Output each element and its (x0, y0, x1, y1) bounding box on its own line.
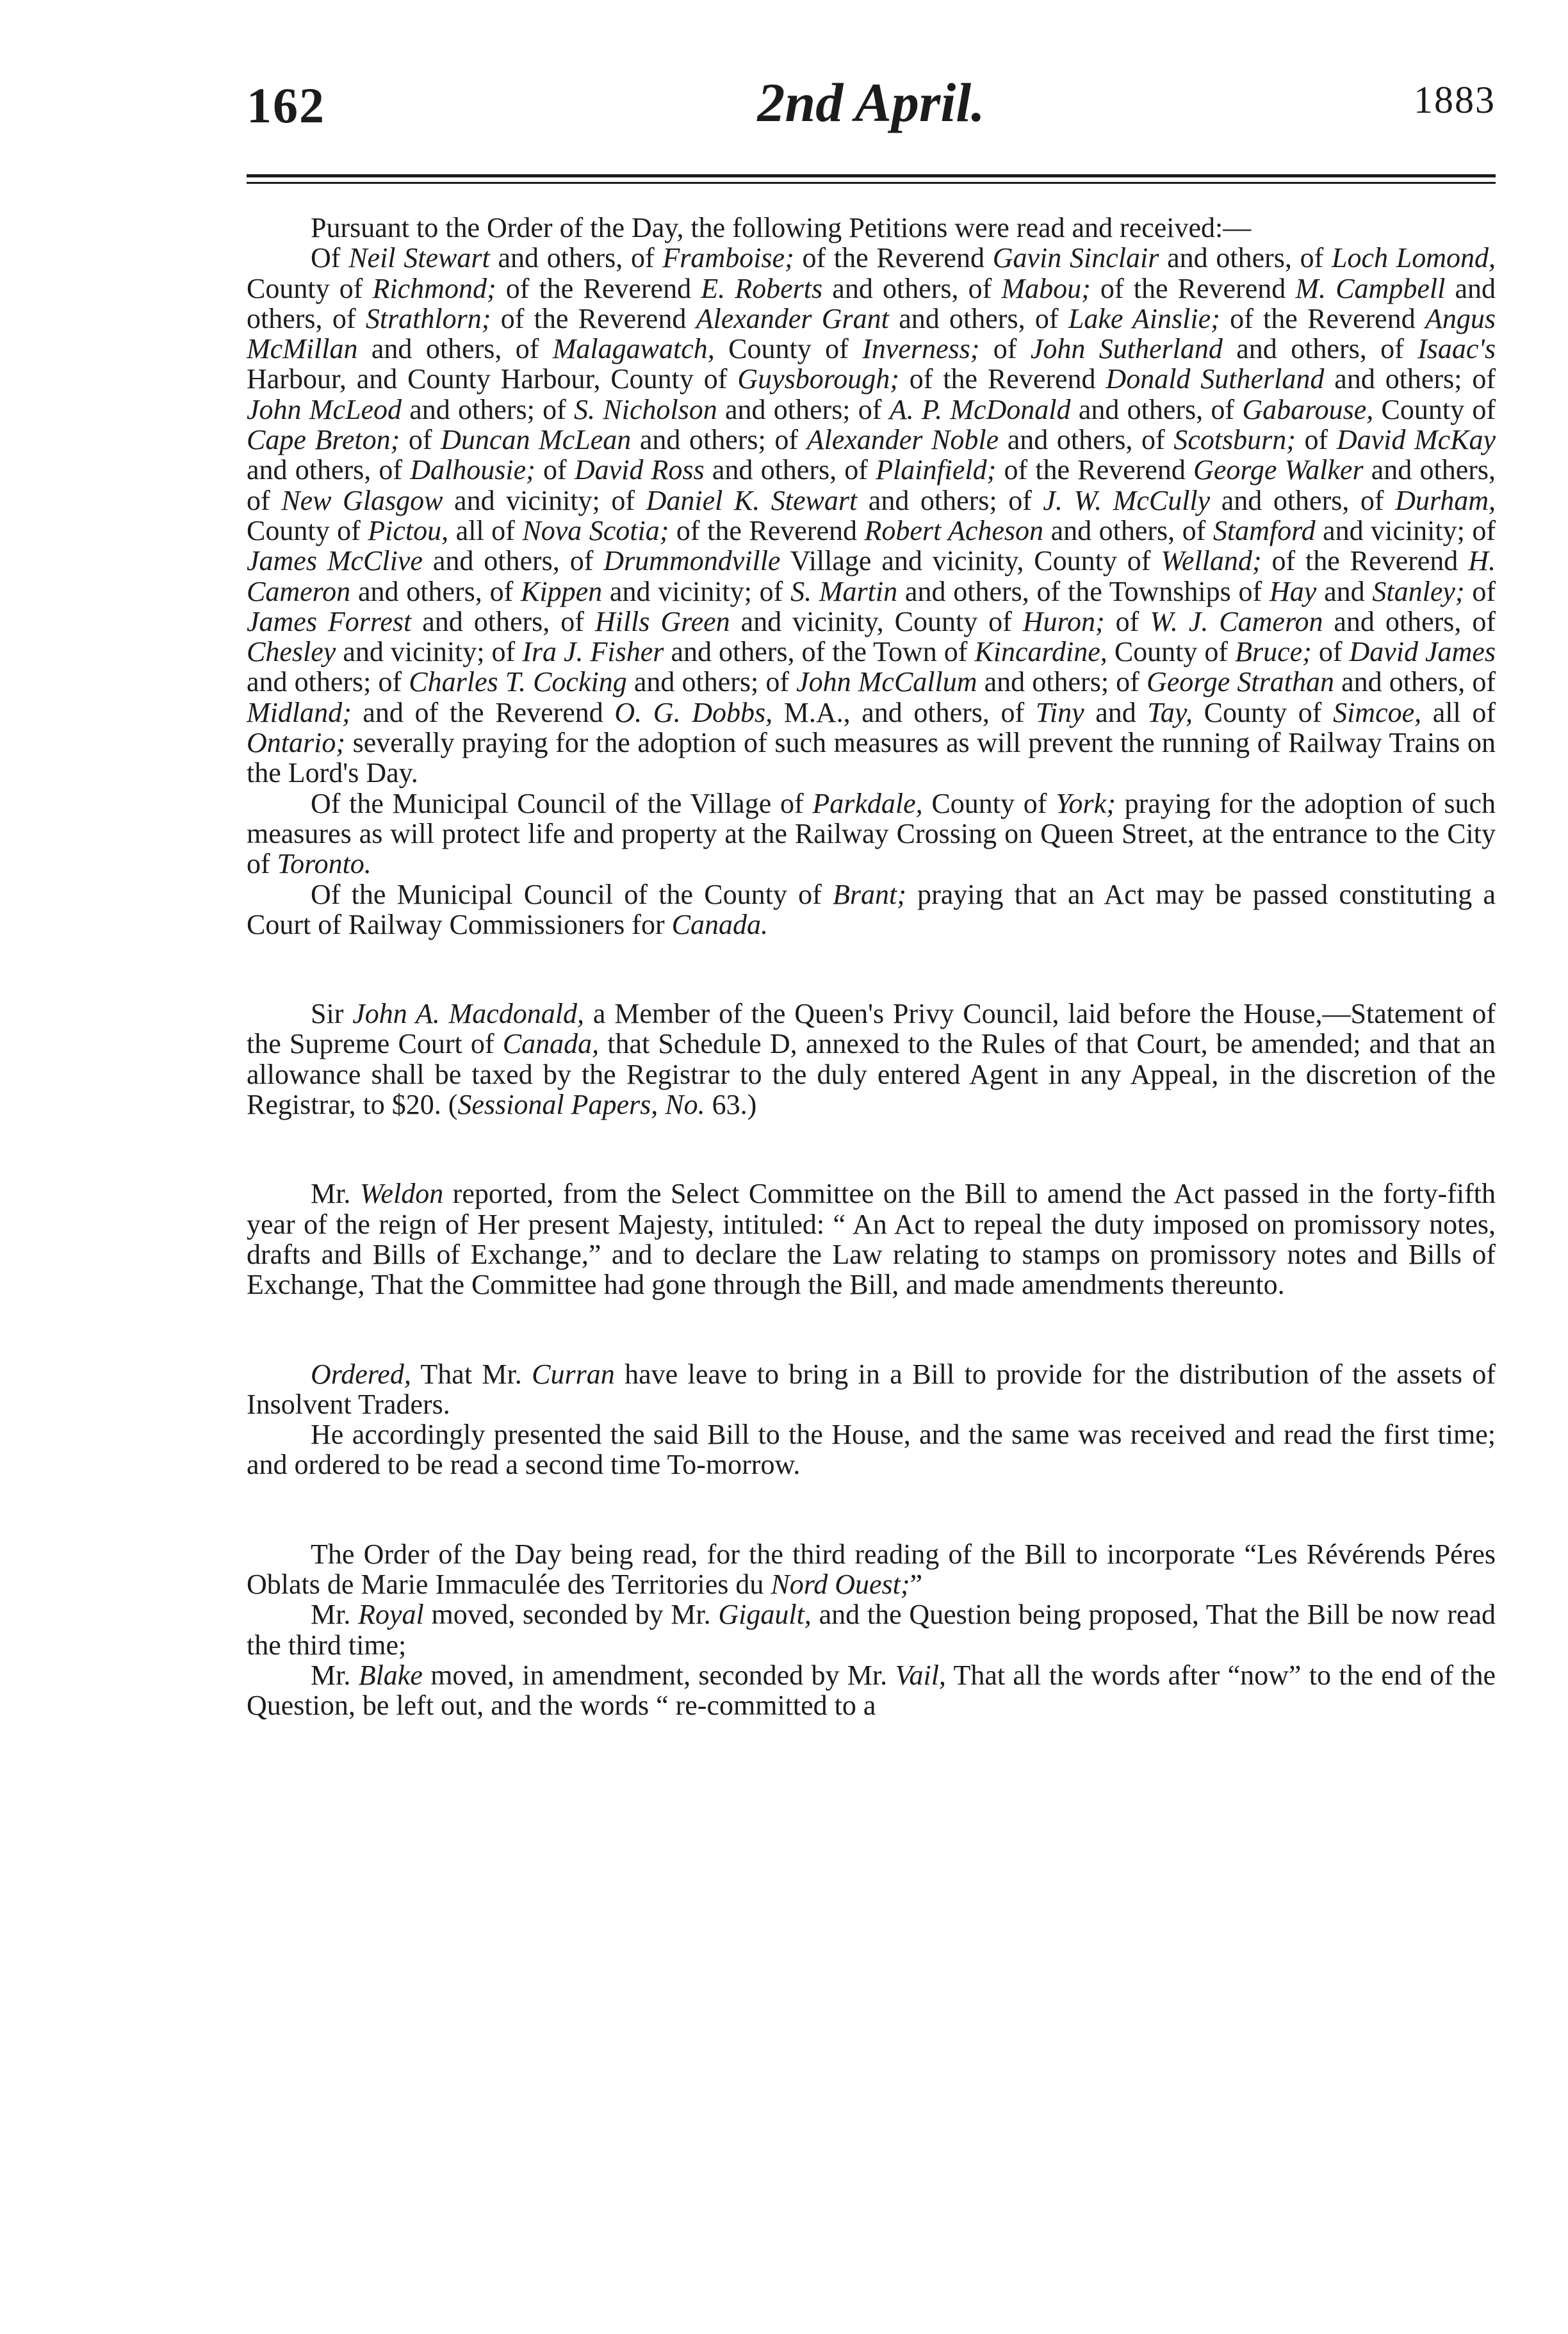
header-rule-thick (247, 174, 1496, 177)
amendment-paragraph: Mr. Blake moved, in amendment, seconded by Mr. Vail, That all the words after “now” to the end of the Question, be left out, and the words “ re-committed to a (247, 1659, 1496, 1722)
header-rule-thin (247, 182, 1496, 184)
page-header (247, 70, 1496, 141)
petition-paragraph-2: Of the Municipal Council of the Village of Parkdale, County of York; praying for the adoption of such measures as will protect life and property at the Railway Crossing on Queen Street, at the entrance to the City of Toronto. (247, 787, 1496, 880)
third-reading-paragraph: The Order of the Day being read, for the third reading of the Bill to incorporate “Les Révérends Péres Oblats de Marie Immaculée des Territories du Nord Ouest;” (247, 1538, 1496, 1600)
bill-presented-paragraph: He accordingly presented the said Bill to the House, and the same was received and read the first time; and ordered to be read a second time To-morrow. (247, 1419, 1496, 1481)
petitions-intro: Pursuant to the Order of the Day, the following Petitions were read and received:— (311, 212, 1252, 243)
statement-paragraph: Sir John A. Macdonald, a Member of the Queen's Privy Council, laid before the House,—Statement of the Supreme Court of Canada, that Schedule D, annexed to the Rules of that Court, be amended; and that an allowance shall be taxed by the Registrar to the duly entered Agent in any Appeal, in the discretion of the Registrar, to $20. (Sessional Papers, No. 63.) (247, 998, 1496, 1121)
motion-paragraph: Mr. Royal moved, seconded by Mr. Gigault, and the Question being proposed, That the Bill be now read the third time; (247, 1599, 1496, 1661)
page-number: 162 (247, 78, 325, 133)
ordered-paragraph: Ordered, That Mr. Curran have leave to bring in a Bill to provide for the distribution of the assets of Insolvent Traders. (247, 1358, 1496, 1420)
petition-paragraph-1: Of Neil Stewart and others, of Framboise; of the Reverend Gavin Sinclair and others, of Loch Lomond, County of Richmond; of the Reverend E. Roberts and others, of Mabou; of the Reverend M. Campbell and others, of Strathlorn; of the Reverend Alexander Grant and others, of Lake Ainslie; of the Reverend Angus McMillan and others, of Malagawatch, County of Inverness; of John Sutherland and others, of Isaac's Harbour, and County Harbour, County of Guysborough; of the Reverend Donald Sutherland and others; of John McLeod and others; of S. Nicholson and others; of A. P. McDonald and others, of Gabarouse, County of Cape Breton; of Duncan McLean and others; of Alexander Noble and others, of Scotsburn; of David McKay and others, of Dalhousie; of David Ross and others, of Plainfield; of the Reverend George Walker and others, of New Glasgow and vicinity; of Daniel K. Stewart and others; of J. W. McCully and others, of Durham, County of Pictou, all of Nova Scotia; of the Reverend Robert Acheson and others, of Stamford and vicinity; of James McClive and others, of Drummondville Village and vicinity, County of Welland; of the Reverend H. Cameron and others, of Kippen and vicinity; of S. Martin and others, of the Townships of Hay and Stanley; of James Forrest and others, of Hills Green and vicinity, County of Huron; of W. J. Cameron and others, of Chesley and vicinity; of Ira J. Fisher and others, of the Town of Kincardine, County of Bruce; of David James and others; of Charles T. Cocking and others; of John McCallum and others; of George Strathan and others, of Midland; and of the Reverend O. G. Dobbs, M.A., and others, of Tiny and Tay, County of Simcoe, all of Ontario; severally praying for the adoption of such measures as will prevent the running of Railway Trains on the Lord's Day. (247, 242, 1496, 789)
year: 1883 (1414, 79, 1496, 121)
committee-report-paragraph: Mr. Weldon reported, from the Select Committee on the Bill to amend the Act passed in the forty-fifth year of the reign of Her present Majesty, intituled: “ An Act to repeal the duty imposed on promissory notes, drafts and Bills of Exchange,” and to declare the Law relating to stamps on promissory notes and Bills of Exchange, That the Committee had gone through the Bill, and made amendments thereunto. (247, 1178, 1496, 1301)
page-body (247, 213, 1496, 1720)
petition-paragraph-3: Of the Municipal Council of the County of Brant; praying that an Act may be passed constituting a Court of Railway Commissioners for Canada. (247, 878, 1496, 940)
running-title: 2nd April. (757, 72, 985, 133)
